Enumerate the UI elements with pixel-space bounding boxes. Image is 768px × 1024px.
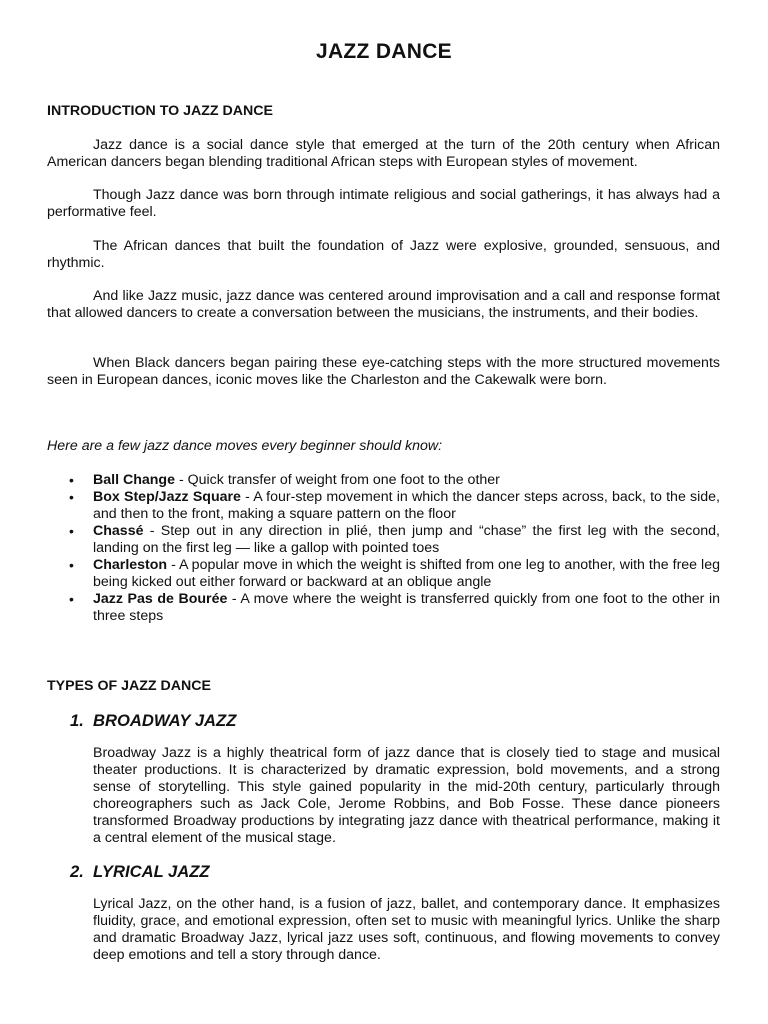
move-term: Charleston — [93, 557, 168, 573]
move-desc: - Step out in any direction in plié, then jump and “chase” the first leg with the second, landing on the first leg — like a gallop with pointed toes — [93, 523, 720, 556]
bullet-icon: • — [69, 523, 74, 539]
intro-paragraph: When Black dancers began pairing these eye-catching steps with the more structured movements seen in European dances, iconic moves like the Charleston and the Cakewalk were born. — [47, 355, 720, 388]
move-desc: - A four-step movement in which the dancer steps across, back, to the side, and then to the front, making a square pattern on the floor — [93, 489, 720, 522]
list-item — [47, 472, 720, 489]
move-desc: - A move where the weight is transferred quickly from one foot to the other in three steps — [93, 591, 720, 624]
section-number: 2. — [70, 862, 84, 881]
section-heading — [70, 712, 236, 729]
section-number: 1. — [70, 711, 84, 730]
section-body: Broadway Jazz is a highly theatrical form of jazz dance that is closely tied to stage and musical theater productions. It is characterized by dramatic expression, bold movements, and a strong sense of storytelling. This style gained popularity in the mid-20th century, particularly through choreographers such as Jack Cole, Jerome Robbins, and Bob Fosse. These dance pioneers transformed Broadway productions by integrating jazz dance with theatrical performance, making it a central element of the musical stage. — [93, 745, 720, 846]
types-heading: TYPES OF JAZZ DANCE — [47, 678, 211, 694]
intro-paragraph: Jazz dance is a social dance style that emerged at the turn of the 20th century when African American dancers began blending traditional African steps with European styles of movement. — [47, 137, 720, 170]
bullet-icon: • — [69, 489, 74, 505]
intro-paragraph: And like Jazz music, jazz dance was centered around improvisation and a call and response format that allowed dancers to create a conversation between the musicians, the instruments, and their bodies. — [47, 288, 720, 321]
move-desc: - A popular move in which the weight is shifted from one leg to another, with the free leg being kicked out either forward or backward at an oblique angle — [93, 557, 720, 590]
section-title: BROADWAY JAZZ — [93, 711, 237, 730]
section-title: LYRICAL JAZZ — [93, 862, 210, 881]
bullet-icon: • — [69, 472, 74, 488]
list-item — [47, 591, 720, 625]
list-item — [47, 523, 720, 557]
document-title: JAZZ DANCE — [315, 40, 452, 63]
move-term: Ball Change — [93, 472, 175, 488]
list-item — [47, 557, 720, 591]
intro-paragraph: The African dances that built the foundation of Jazz were explosive, grounded, sensuous, and rhythmic. — [47, 238, 720, 271]
list-item — [47, 489, 720, 523]
intro-heading: INTRODUCTION TO JAZZ DANCE — [47, 103, 273, 119]
bullet-icon: • — [69, 591, 74, 607]
moves-lead: Here are a few jazz dance moves every beginner should know: — [47, 438, 443, 454]
section-heading — [70, 863, 210, 880]
move-term: Box Step/Jazz Square — [93, 489, 241, 505]
moves-list — [47, 472, 720, 625]
section-body: Lyrical Jazz, on the other hand, is a fusion of jazz, ballet, and contemporary dance. It emphasizes fluidity, grace, and emotional expression, often set to music with meaningful lyrics. Unlike the sharp and dramatic Broadway Jazz, lyrical jazz uses soft, continuous, and flowing movements to convey deep emotions and tell a story through dance. — [93, 896, 720, 963]
intro-paragraph: Though Jazz dance was born through intimate religious and social gatherings, it has always had a performative feel. — [47, 187, 720, 220]
move-term: Chassé — [93, 523, 144, 539]
move-term: Jazz Pas de Bourée — [93, 591, 228, 607]
move-desc: - Quick transfer of weight from one foot to the other — [175, 472, 500, 488]
bullet-icon: • — [69, 557, 74, 573]
